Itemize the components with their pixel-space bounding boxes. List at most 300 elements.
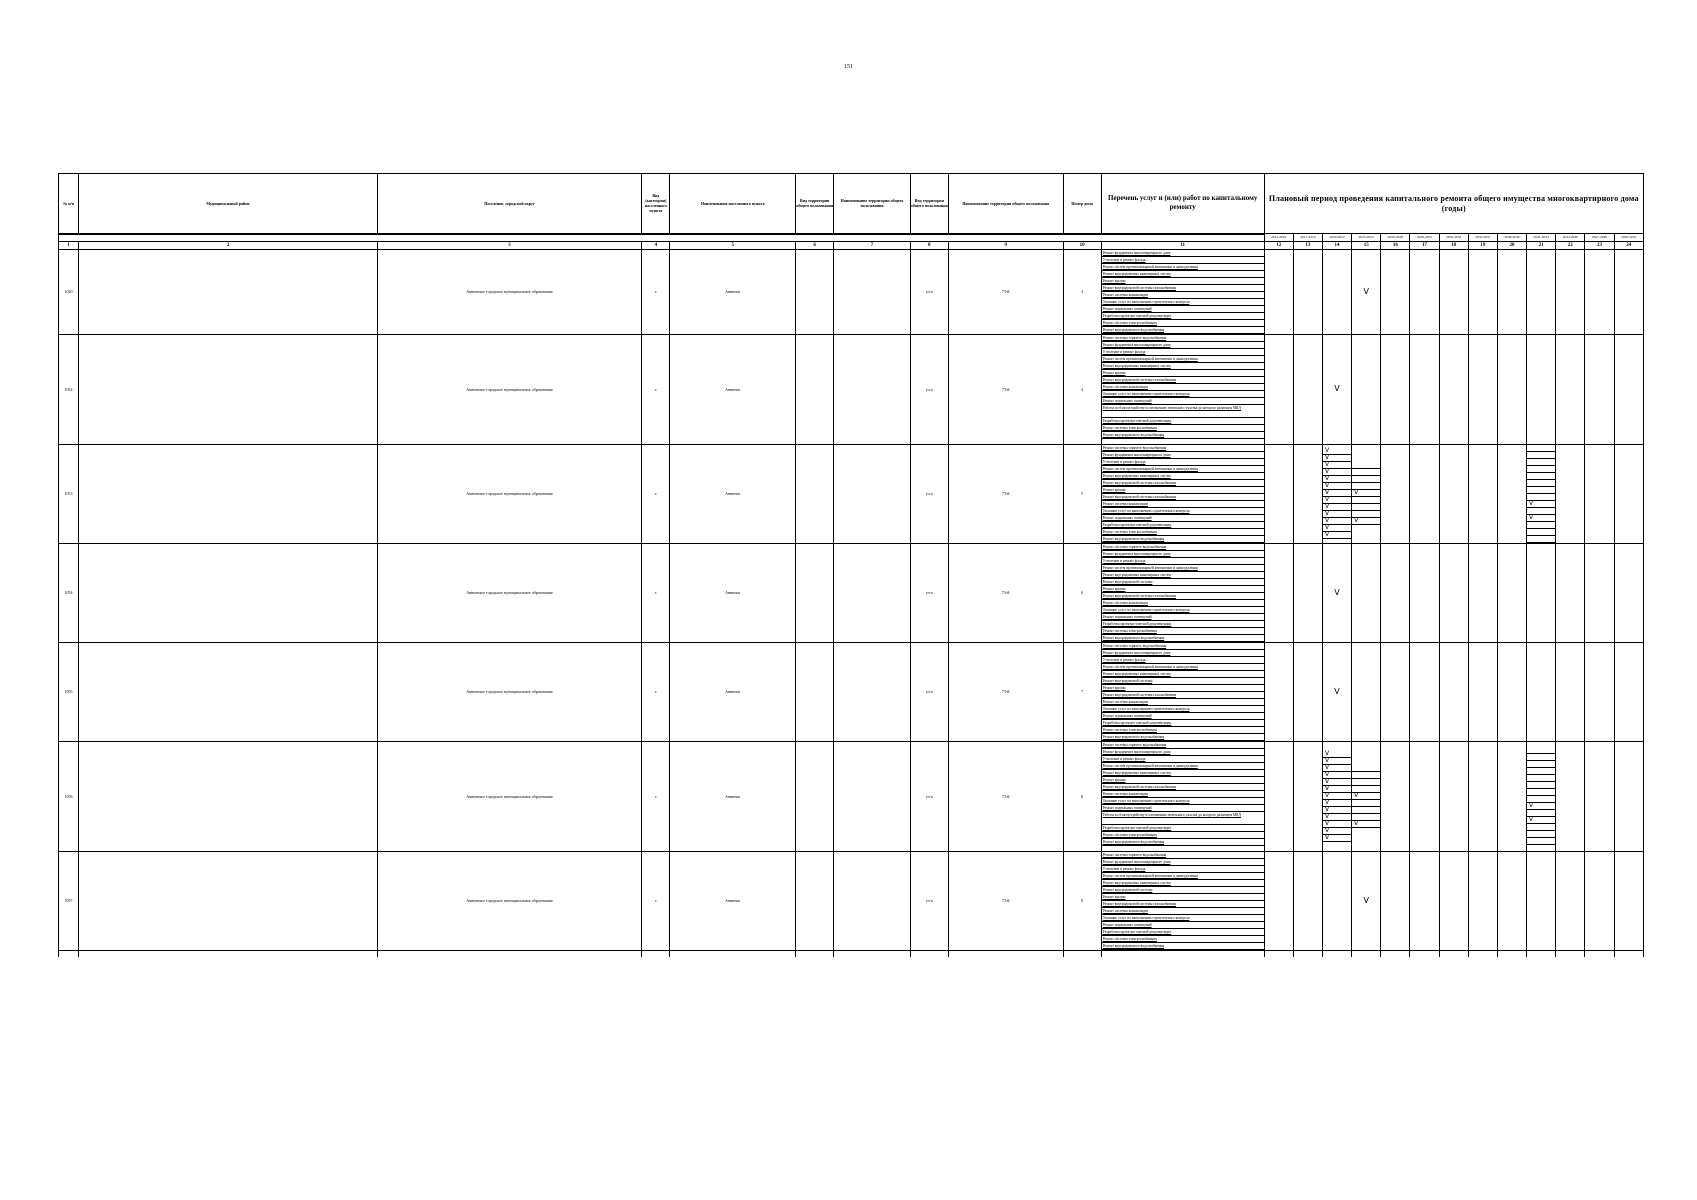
work-item: Оказание услуг по выполнению строительного контроля [1102, 706, 1264, 713]
row-settlement: Аннинское городское муниципальное образование [377, 444, 641, 543]
row-street-name [834, 741, 910, 851]
work-item: Ремонт системы электроснабжения [1102, 320, 1264, 327]
row-building-type: ул-а [910, 543, 948, 642]
row-building-type: ул-а [910, 642, 948, 741]
work-item: Ремонт крыши [1102, 685, 1264, 692]
year-cell [1439, 334, 1468, 444]
year-cell [1439, 444, 1468, 543]
work-item: Ремонт внутридомовой системы [1102, 579, 1264, 586]
work-item: Разработка проектно-сметной документации [1102, 522, 1264, 529]
check-mark: V [1323, 800, 1351, 807]
check-mark: V [1323, 469, 1351, 476]
row-house: 6 [1063, 543, 1101, 642]
column-number: 10 [1063, 241, 1101, 249]
column-number: 24 [1614, 241, 1643, 249]
year-cell [1381, 642, 1410, 741]
year-cell [1293, 642, 1322, 741]
year-cell [1352, 741, 1381, 851]
check-mark: V [1323, 497, 1351, 504]
work-item: Оказание услуг по выполнению строительного контроля [1102, 607, 1264, 614]
row-settlement: Аннинское городское муниципальное образование [377, 334, 641, 444]
year-cell [1264, 334, 1293, 444]
work-item: Ремонт системы канализации [1102, 791, 1264, 798]
row-building-type: ул-а [910, 741, 948, 851]
work-item: Утепление и ремонт фасада [1102, 756, 1264, 763]
work-item: Ремонт внутридомовой системы газоснабжения [1102, 480, 1264, 487]
year-header: 2050-2052 [1614, 234, 1643, 242]
work-item: Ремонт крыши [1102, 487, 1264, 494]
work-item: Ремонт подвальных помещений [1102, 306, 1264, 313]
year-cell [1410, 444, 1439, 543]
work-item: Ремонт внутридомовых инженерных систем [1102, 880, 1264, 887]
year-cell [1410, 334, 1439, 444]
empty-cell [377, 950, 641, 957]
year-cell [1497, 851, 1526, 950]
year-cell [1468, 741, 1497, 851]
year-cell [1527, 741, 1556, 851]
work-item: Оказание услуг по выполнению строительного контроля [1102, 391, 1264, 398]
work-item: Ремонт внутридомовой системы газоснабжения [1102, 377, 1264, 384]
year-cell [1497, 444, 1526, 543]
empty-cell [834, 950, 910, 957]
year-header: 2029-2031 [1410, 234, 1439, 242]
empty-cell [1352, 950, 1381, 957]
row-municipality [79, 444, 378, 543]
row-num: 1057 [59, 851, 79, 950]
work-item: Ремонт внутридомовой системы газоснабжения [1102, 784, 1264, 791]
works-list [1101, 741, 1264, 851]
check-mark [1527, 831, 1555, 838]
column-number-row [59, 241, 1644, 249]
empty-cell [59, 950, 79, 957]
column-number: 6 [796, 241, 834, 249]
work-item: Ремонт внутридомовой системы газоснабжения [1102, 692, 1264, 699]
header-settlement: Поселение, городской округ [377, 174, 641, 234]
column-number: 12 [1264, 241, 1293, 249]
work-item: Работы по благоустройству и озеленению земельного участка до которого размещен МКД [1102, 405, 1264, 418]
year-cell [1293, 249, 1322, 334]
work-item: Ремонт систем противопожарной автоматики и дымоудаления [1102, 264, 1264, 271]
row-locality-type: г. [642, 543, 670, 642]
header-street-name: Наименование территории общего пользования [834, 174, 910, 234]
check-mark [1352, 807, 1380, 814]
work-item: Ремонт внутридомовых инженерных систем [1102, 473, 1264, 480]
year-cell [1352, 851, 1381, 950]
row-municipality [79, 543, 378, 642]
header-street-type: Вид территории общего пользования [796, 174, 834, 234]
check-mark [1527, 775, 1555, 782]
year-cell [1322, 851, 1351, 950]
check-mark: V [1323, 765, 1351, 772]
page-number: 151 [844, 64, 853, 70]
empty-cell [1527, 950, 1556, 957]
check-mark [1352, 772, 1380, 779]
check-mark [1352, 779, 1380, 786]
year-cell [1410, 642, 1439, 741]
year-cell [1527, 851, 1556, 950]
year-cell [1527, 444, 1556, 543]
row-street-type [796, 249, 834, 334]
empty-cell [1264, 950, 1293, 957]
year-cell [1497, 642, 1526, 741]
work-item: Ремонт системы канализации [1102, 292, 1264, 299]
year-header: 2041-2043 [1527, 234, 1556, 242]
work-item: Ремонт системы канализации [1102, 384, 1264, 391]
year-header: 2020-2022 [1322, 234, 1351, 242]
year-cell [1410, 851, 1439, 950]
row-street-name [834, 444, 910, 543]
table-row [59, 249, 1644, 334]
check-mark: V [1323, 518, 1351, 525]
row-building-type: ул-а [910, 851, 948, 950]
year-cell [1322, 642, 1351, 741]
empty-cell [670, 950, 796, 957]
empty-cell [796, 950, 834, 957]
work-item: Ремонт внутридомового водоснабжения [1102, 734, 1264, 741]
work-item: Ремонт подвальных помещений [1102, 922, 1264, 929]
row-settlement: Аннинское городское муниципальное образование [377, 642, 641, 741]
year-cell [1352, 334, 1381, 444]
check-mark [1527, 452, 1555, 459]
year-cell [1410, 543, 1439, 642]
work-item: Разработка проектно-сметной документации [1102, 418, 1264, 425]
column-number: 17 [1410, 241, 1439, 249]
year-cell [1322, 249, 1351, 334]
year-cell [1468, 249, 1497, 334]
row-street-name [834, 851, 910, 950]
works-list [1101, 851, 1264, 950]
year-cell [1322, 543, 1351, 642]
check-mark: V [1527, 817, 1555, 824]
empty-cell [642, 950, 670, 957]
row-locality-name: Аннинск [670, 543, 796, 642]
row-house: 9 [1063, 851, 1101, 950]
work-item: Разработка проектно-сметной документации [1102, 720, 1264, 727]
work-item: Ремонт системы горячего водоснабжения [1102, 335, 1264, 342]
table-row [59, 334, 1644, 444]
work-item: Ремонт систем противопожарной автоматики и дымоудаления [1102, 466, 1264, 473]
check-mark: V [1323, 525, 1351, 532]
work-item: Ремонт систем противопожарной автоматики и дымоудаления [1102, 356, 1264, 363]
year-cell [1293, 543, 1322, 642]
year-cell [1585, 543, 1614, 642]
check-mark [1352, 476, 1380, 483]
year-header: 2044-2046 [1556, 234, 1585, 242]
check-mark: V [1352, 490, 1380, 497]
year-cell [1556, 249, 1585, 334]
empty-cell [1293, 950, 1322, 957]
row-building-type: ул-а [910, 249, 948, 334]
year-header: 2035-2037 [1468, 234, 1497, 242]
year-cell [1556, 334, 1585, 444]
row-street-name [834, 543, 910, 642]
year-cell [1322, 444, 1351, 543]
header-locality-name: Наименование населенного пункта [670, 174, 796, 234]
work-item: Ремонт систем противопожарной автоматики и дымоудаления [1102, 664, 1264, 671]
header-num: № п/п [59, 174, 79, 234]
check-mark [1352, 497, 1380, 504]
check-mark: V [1363, 895, 1369, 905]
work-item: Ремонт системы горячего водоснабжения [1102, 445, 1264, 452]
check-mark [1527, 445, 1555, 452]
check-mark: V [1323, 814, 1351, 821]
work-item: Ремонт крыши [1102, 777, 1264, 784]
work-item: Ремонт крыши [1102, 894, 1264, 901]
empty-cell [1468, 950, 1497, 957]
row-num: 1020 [59, 249, 79, 334]
year-header: 2023-2025 [1352, 234, 1381, 242]
continuation-row [59, 950, 1644, 957]
work-item: Ремонт внутридомового водоснабжения [1102, 327, 1264, 334]
check-mark [1352, 765, 1380, 772]
work-item: Ремонт внутридомовых инженерных систем [1102, 363, 1264, 370]
column-number: 4 [642, 241, 670, 249]
row-locality-name: Аннинск [670, 249, 796, 334]
row-building-type: ул-а [910, 334, 948, 444]
work-item: Оказание услуг по выполнению строительного контроля [1102, 915, 1264, 922]
check-mark [1527, 824, 1555, 831]
works-list [1101, 444, 1264, 543]
row-settlement: Аннинское городское муниципальное образование [377, 543, 641, 642]
table-row [59, 444, 1644, 543]
year-cell [1585, 851, 1614, 950]
work-item: Разработка проектно-сметной документации [1102, 825, 1264, 832]
year-cell [1381, 249, 1410, 334]
row-house: 3 [1063, 249, 1101, 334]
work-item: Ремонт системы электроснабжения [1102, 727, 1264, 734]
check-mark: V [1323, 455, 1351, 462]
work-item: Ремонт фундамента многоквартирного дома [1102, 452, 1264, 459]
year-cell [1264, 741, 1293, 851]
year-header: 2017-2019 [1293, 234, 1322, 242]
work-item: Ремонт системы канализации [1102, 908, 1264, 915]
work-item: Разработка проектно-сметной документации [1102, 621, 1264, 628]
row-locality-type: г. [642, 642, 670, 741]
year-header: 2047-2049 [1585, 234, 1614, 242]
work-item: Утепление и ремонт фасада [1102, 257, 1264, 264]
capital-repair-table [58, 173, 1644, 957]
year-cell [1410, 249, 1439, 334]
work-item: Ремонт подвальных помещений [1102, 398, 1264, 405]
work-item: Ремонт фундамента многоквартирного дома [1102, 342, 1264, 349]
year-cell [1293, 851, 1322, 950]
row-street-type [796, 741, 834, 851]
year-header: 2014-2016 [1264, 234, 1293, 242]
column-number: 8 [910, 241, 948, 249]
work-item: Ремонт фундамента многоквартирного дома [1102, 551, 1264, 558]
year-cell [1293, 334, 1322, 444]
empty-cell [1410, 950, 1439, 957]
work-item: Ремонт подвальных помещений [1102, 614, 1264, 621]
column-number: 1 [59, 241, 79, 249]
year-cell [1585, 444, 1614, 543]
header-period: Плановый период проведения капитального ремонта общего имущества многоквартирного дома (годы) [1264, 174, 1643, 234]
check-mark: V [1334, 587, 1340, 597]
check-mark [1527, 473, 1555, 480]
row-settlement: Аннинское городское муниципальное образование [377, 249, 641, 334]
year-cell [1264, 851, 1293, 950]
check-mark [1527, 522, 1555, 529]
work-item: Ремонт фундамента многоквартирного дома [1102, 250, 1264, 257]
year-cell [1614, 444, 1643, 543]
work-item: Ремонт системы горячего водоснабжения [1102, 742, 1264, 749]
year-cell [1585, 249, 1614, 334]
column-number: 18 [1439, 241, 1468, 249]
year-row [59, 234, 1644, 242]
row-municipality [79, 334, 378, 444]
year-cell [1468, 543, 1497, 642]
year-cell [1585, 642, 1614, 741]
year-cell [1352, 543, 1381, 642]
work-item: Ремонт внутридомовых инженерных систем [1102, 271, 1264, 278]
year-cell [1322, 334, 1351, 444]
check-mark: V [1323, 751, 1351, 758]
column-number: 22 [1556, 241, 1585, 249]
column-number: 2 [79, 241, 378, 249]
year-cell [1293, 741, 1322, 851]
empty-cell [79, 950, 378, 957]
row-municipality [79, 741, 378, 851]
table-row [59, 741, 1644, 851]
year-cell [1497, 334, 1526, 444]
work-item: Ремонт фундамента многоквартирного дома [1102, 650, 1264, 657]
check-mark: V [1323, 835, 1351, 842]
work-item: Разработка проектно-сметной документации [1102, 313, 1264, 320]
work-item: Ремонт систем противопожарной автоматики и дымоудаления [1102, 763, 1264, 770]
work-item: Ремонт системы горячего водоснабжения [1102, 544, 1264, 551]
work-item: Ремонт крыши [1102, 370, 1264, 377]
column-number: 23 [1585, 241, 1614, 249]
row-street-type [796, 334, 834, 444]
check-mark [1527, 459, 1555, 466]
year-cell [1614, 334, 1643, 444]
check-mark: V [1323, 476, 1351, 483]
check-mark: V [1363, 286, 1369, 296]
check-mark [1527, 754, 1555, 761]
check-mark: V [1352, 821, 1380, 828]
work-item: Ремонт систем противопожарной автоматики и дымоудаления [1102, 873, 1264, 880]
year-cell [1381, 851, 1410, 950]
work-item: Ремонт внутридомового водоснабжения [1102, 943, 1264, 950]
check-mark: V [1323, 786, 1351, 793]
year-cell [1556, 851, 1585, 950]
column-number: 19 [1468, 241, 1497, 249]
column-number: 16 [1381, 241, 1410, 249]
work-item: Утепление и ремонт фасада [1102, 459, 1264, 466]
table-row [59, 543, 1644, 642]
check-mark: V [1352, 793, 1380, 800]
year-cell [1497, 249, 1526, 334]
row-building-type: ул-а [910, 444, 948, 543]
works-list [1101, 334, 1264, 444]
year-cell [1439, 249, 1468, 334]
check-mark [1527, 480, 1555, 487]
check-mark [1527, 529, 1555, 536]
year-header: 2038-2040 [1497, 234, 1526, 242]
year-cell [1527, 642, 1556, 741]
year-cell [1585, 334, 1614, 444]
column-number: 7 [834, 241, 910, 249]
work-item: Ремонт системы канализации [1102, 501, 1264, 508]
work-item: Ремонт системы электроснабжения [1102, 628, 1264, 635]
row-building-name: 73-й [948, 444, 1063, 543]
year-cell [1497, 543, 1526, 642]
check-mark [1527, 789, 1555, 796]
check-mark: V [1323, 490, 1351, 497]
row-locality-type: г. [642, 444, 670, 543]
year-cell [1468, 334, 1497, 444]
work-item: Ремонт системы горячего водоснабжения [1102, 643, 1264, 650]
column-number: 15 [1352, 241, 1381, 249]
empty-cell [1439, 950, 1468, 957]
work-item: Утепление и ремонт фасада [1102, 657, 1264, 664]
row-municipality [79, 249, 378, 334]
check-mark: V [1323, 793, 1351, 800]
row-house: 4 [1063, 334, 1101, 444]
column-number: 9 [948, 241, 1063, 249]
year-cell [1293, 444, 1322, 543]
work-item: Ремонт внутридомовой системы [1102, 678, 1264, 685]
check-mark [1352, 469, 1380, 476]
year-cell [1614, 249, 1643, 334]
empty-cell [1585, 950, 1614, 957]
check-mark [1352, 800, 1380, 807]
column-number: 5 [670, 241, 796, 249]
check-mark: V [1323, 511, 1351, 518]
check-mark: V [1527, 515, 1555, 522]
check-mark [1527, 466, 1555, 473]
column-number: 20 [1497, 241, 1526, 249]
check-mark: V [1323, 483, 1351, 490]
work-item: Ремонт системы электроснабжения [1102, 936, 1264, 943]
year-cell [1497, 741, 1526, 851]
empty-cell [1101, 950, 1264, 957]
check-mark: V [1352, 518, 1380, 525]
row-num: 1052 [59, 334, 79, 444]
work-item: Ремонт подвальных помещений [1102, 515, 1264, 522]
year-cell [1410, 741, 1439, 851]
header-municipality: Муниципальный район [79, 174, 378, 234]
row-locality-name: Аннинск [670, 642, 796, 741]
empty-cell [1556, 950, 1585, 957]
year-cell [1556, 642, 1585, 741]
work-item: Ремонт внутридомового водоснабжения [1102, 536, 1264, 543]
row-locality-name: Аннинск [670, 851, 796, 950]
empty-cell [1063, 950, 1101, 957]
work-item: Утепление и ремонт фасада [1102, 866, 1264, 873]
work-item: Ремонт системы горячего водоснабжения [1102, 852, 1264, 859]
work-item: Ремонт крыши [1102, 278, 1264, 285]
header-works: Перечень услуг и (или) работ по капитальному ремонту [1101, 174, 1264, 234]
work-item: Оказание услуг по выполнению строительного контроля [1102, 798, 1264, 805]
work-item: Ремонт внутридомового водоснабжения [1102, 839, 1264, 846]
check-mark: V [1323, 807, 1351, 814]
work-item: Ремонт внутридомовой системы газоснабжения [1102, 494, 1264, 501]
work-item: Ремонт фундамента многоквартирного дома [1102, 749, 1264, 756]
year-cell [1381, 741, 1410, 851]
row-street-type [796, 851, 834, 950]
work-item: Ремонт крыши [1102, 586, 1264, 593]
check-mark [1352, 504, 1380, 511]
check-mark: V [1334, 686, 1340, 696]
check-mark: V [1323, 532, 1351, 539]
check-mark [1527, 747, 1555, 754]
column-number: 11 [1101, 241, 1264, 249]
row-house: 5 [1063, 444, 1101, 543]
year-cell [1439, 642, 1468, 741]
year-cell [1439, 851, 1468, 950]
empty-cell [1322, 950, 1351, 957]
